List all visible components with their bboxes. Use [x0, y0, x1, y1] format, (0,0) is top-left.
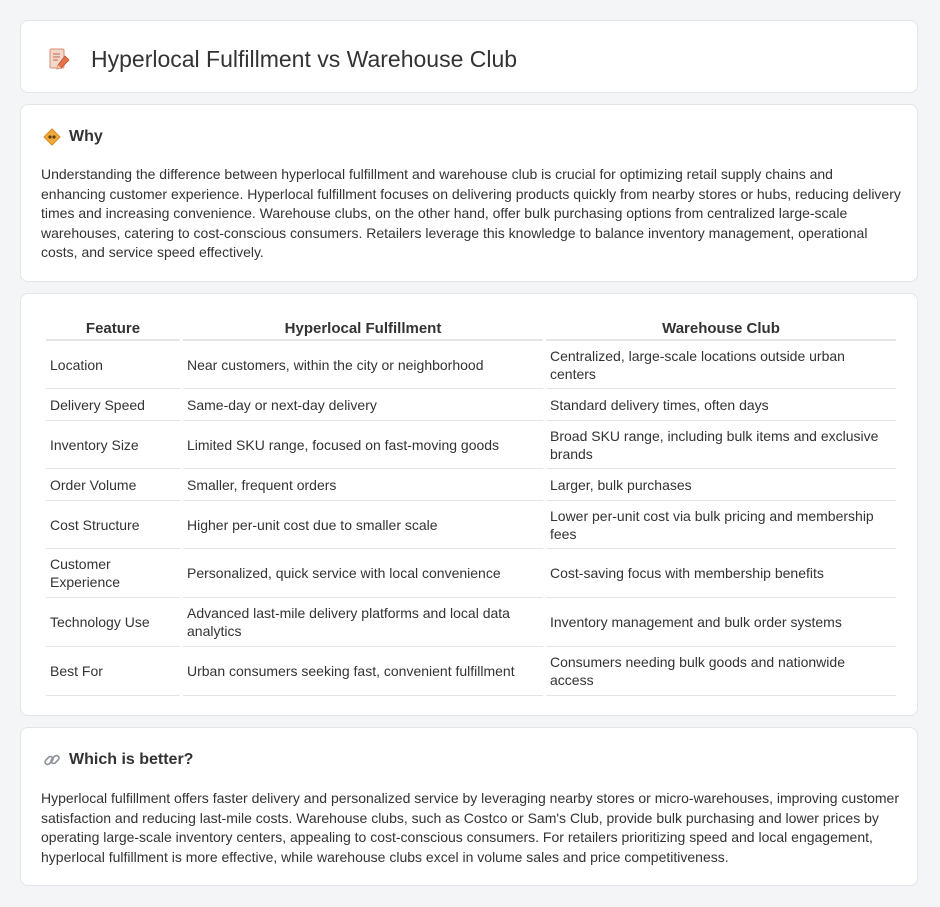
table-row: [46, 469, 896, 501]
warehouse-cell: Standard delivery times, often days: [546, 389, 896, 421]
feature-cell: Location: [46, 341, 180, 389]
col-header-warehouse: Warehouse Club: [546, 316, 896, 341]
title-row: [47, 47, 517, 71]
feature-cell: Cost Structure: [46, 501, 180, 549]
warehouse-cell: Inventory management and bulk order systems: [546, 598, 896, 647]
hyperlocal-cell: Urban consumers seeking fast, convenient fulfillment: [183, 647, 543, 696]
table-row: [46, 341, 896, 389]
table-row: [46, 549, 896, 598]
col-header-hyperlocal: Hyperlocal Fulfillment: [183, 316, 543, 341]
bulb-icon: [43, 128, 61, 146]
warehouse-cell: Centralized, large-scale locations outside urban centers: [546, 341, 896, 389]
table-row: [46, 389, 896, 421]
hyperlocal-cell: Same-day or next-day delivery: [183, 389, 543, 421]
feature-cell: Delivery Speed: [46, 389, 180, 421]
better-text: Hyperlocal fulfillment offers faster delivery and personalized service by leveraging nearby stores or micro-warehouses, improving customer satisfaction and reducing last-mile costs. Warehouse clubs, such as Costco or Sam's Club, provide bulk purchasing and lower prices by operating large-scale inventory centers, appealing to cost-conscious consumers. For retailers prioritizing speed and local engagement, hyperlocal fulfillment is more effective, while warehouse clubs excel in volume sales and price competitiveness.: [41, 790, 900, 865]
page-title: Hyperlocal Fulfillment vs Warehouse Club: [91, 46, 518, 72]
hyperlocal-cell: Higher per-unit cost due to smaller scale: [183, 501, 543, 549]
comparison-table: [43, 316, 899, 696]
feature-cell: Order Volume: [46, 469, 180, 501]
why-heading-row: [43, 128, 103, 146]
table-row: [46, 501, 896, 549]
link-icon: [43, 751, 61, 769]
col-header-feature: Feature: [46, 316, 180, 341]
feature-cell: Best For: [46, 647, 180, 696]
better-heading-row: [43, 751, 193, 769]
feature-cell: Customer Experience: [46, 549, 180, 598]
feature-cell: Technology Use: [46, 598, 180, 647]
title-card: [20, 20, 918, 93]
hyperlocal-cell: Personalized, quick service with local convenience: [183, 549, 543, 598]
hyperlocal-cell: Advanced last-mile delivery platforms and local data analytics: [183, 598, 543, 647]
better-heading: Which is better?: [69, 751, 194, 768]
hyperlocal-cell: Limited SKU range, focused on fast-moving goods: [183, 421, 543, 469]
comparison-table-card: [20, 293, 918, 716]
table-header-row: [46, 316, 896, 341]
why-text: Understanding the difference between hyperlocal fulfillment and warehouse club is crucial for optimizing retail supply chains and enhancing customer experience. Hyperlocal fulfillment focuses on delivering products quickly from nearby stores or hubs, reducing delivery times and increasing convenience. Warehouse clubs, on the other hand, offer bulk purchasing options from centralized large-scale warehouses, catering to cost-conscious consumers. Retailers leverage this knowledge to balance inventory management, operational costs, and service speed effectively.: [41, 166, 901, 260]
warehouse-cell: Broad SKU range, including bulk items and exclusive brands: [546, 421, 896, 469]
hyperlocal-cell: Near customers, within the city or neighborhood: [183, 341, 543, 389]
why-heading: Why: [69, 128, 103, 145]
table-row: [46, 421, 896, 469]
warehouse-cell: Consumers needing bulk goods and nationwide access: [546, 647, 896, 696]
warehouse-cell: Cost-saving focus with membership benefits: [546, 549, 896, 598]
table-row: [46, 647, 896, 696]
document-pencil-icon: [47, 47, 71, 71]
warehouse-cell: Lower per-unit cost via bulk pricing and membership fees: [546, 501, 896, 549]
feature-cell: Inventory Size: [46, 421, 180, 469]
which-is-better-section: [20, 727, 918, 886]
why-section: [20, 104, 918, 282]
table-row: [46, 598, 896, 647]
hyperlocal-cell: Smaller, frequent orders: [183, 469, 543, 501]
warehouse-cell: Larger, bulk purchases: [546, 469, 896, 501]
